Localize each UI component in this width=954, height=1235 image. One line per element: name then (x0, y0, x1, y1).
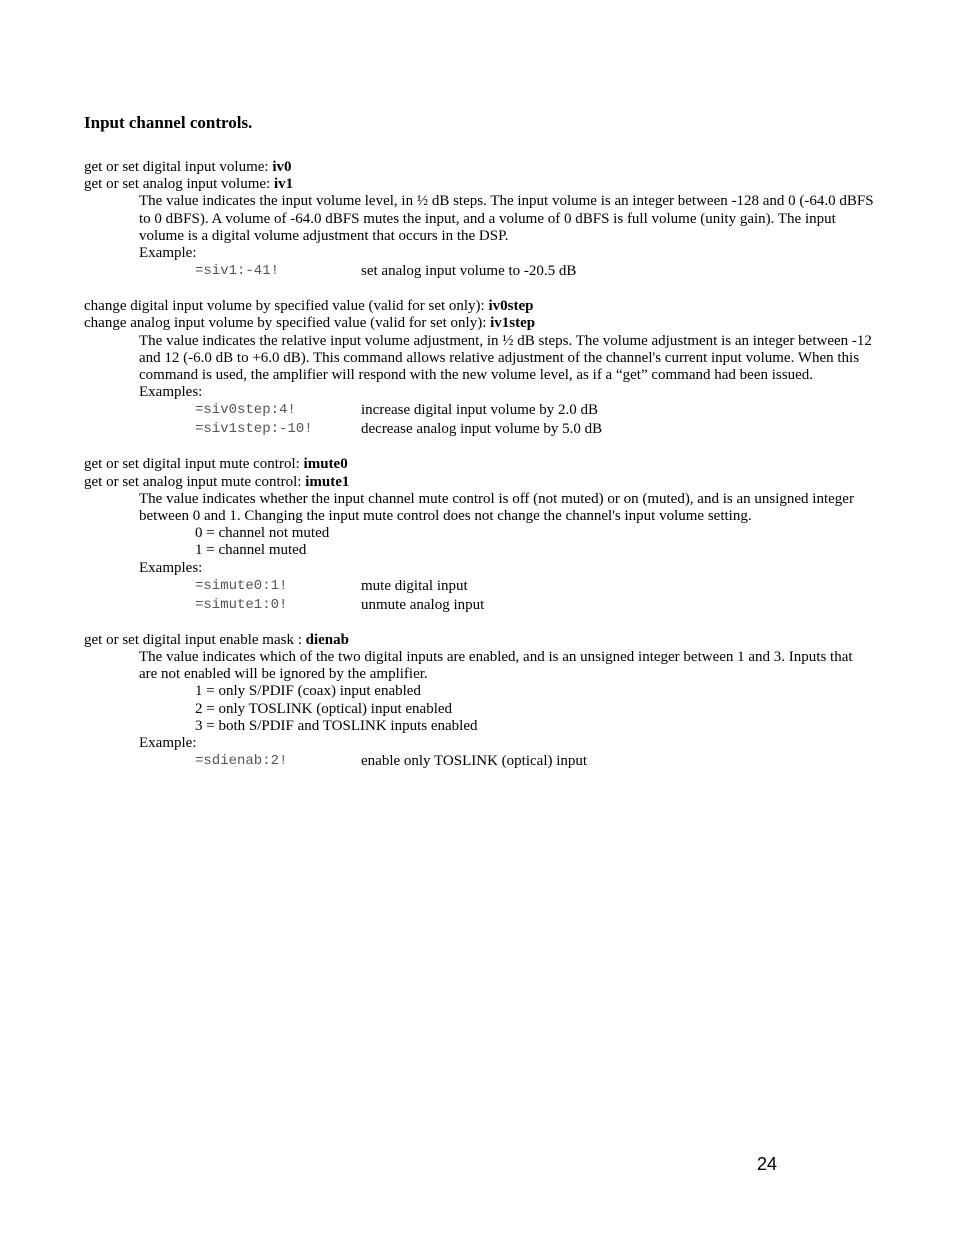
examples-label: Examples: (139, 384, 203, 401)
command-name: imute0 (303, 456, 348, 473)
command-name: iv1step (490, 315, 536, 332)
command-name: imute1 (305, 473, 350, 490)
value-option: 0 = channel not muted (195, 525, 330, 542)
examples-label: Example: (139, 735, 197, 752)
example-row (195, 420, 874, 439)
section-input-mute (84, 456, 874, 614)
command-description: The value indicates whether the input channel mute control is off (not muted) or on (muted), and is an unsigned integer between 0 and 1. Changing the input mute control does not change the channel's input volume setting. (139, 490, 854, 525)
example-row (195, 577, 874, 596)
command-text: change analog input volume by specified value (valid for set only): (84, 315, 491, 332)
command-name: iv0step (488, 298, 534, 315)
value-option: 1 = channel muted (195, 542, 307, 559)
page-title: Input channel controls. (84, 113, 253, 132)
command-line (84, 298, 874, 315)
command-text: get or set digital input volume: (84, 159, 273, 175)
command-line (84, 474, 874, 491)
page-number: 24 (757, 1154, 778, 1174)
section-input-volume (84, 159, 874, 281)
example-code: =siv1:-41! (195, 263, 280, 280)
examples-label: Examples: (139, 559, 203, 576)
command-text: get or set analog input mute control: (84, 473, 306, 490)
value-option: 2 = only TOSLINK (optical) input enabled (195, 700, 453, 717)
example-description: decrease analog input volume by 5.0 dB (361, 421, 603, 438)
command-description: The value indicates which of the two digital inputs are enabled, and is an unsigned integer between 1 and 3. Inputs that are not enabled will be ignored by the amplifier. (139, 649, 853, 683)
command-description: The value indicates the relative input volume adjustment, in ½ dB steps. The volume adjustment is an integer between -12 and 12 (-6.0 dB to +6.0 dB). This command allows relative adjustment of the channel's current input volume. When this command is used, the amplifier will respond with the new volume level, as if a “get” command had been issued. (139, 332, 872, 384)
command-text: get or set analog input volume: (84, 176, 274, 193)
command-text: change digital input volume by specified value (valid for set only): (84, 298, 489, 315)
example-row (195, 752, 874, 771)
example-row (195, 596, 874, 615)
value-option: 3 = both S/PDIF and TOSLINK inputs enabled (195, 717, 478, 734)
example-row (195, 401, 874, 420)
command-name: iv0 (272, 159, 292, 175)
example-description: set analog input volume to -20.5 dB (361, 263, 577, 280)
command-name: iv1 (273, 176, 294, 193)
command-text: get or set digital input enable mask : (84, 631, 306, 648)
section-input-volume-step (84, 298, 874, 439)
example-code: =siv1step:-10! (195, 421, 313, 438)
section-input-enable-mask (84, 632, 874, 771)
example-code: =simute1:0! (195, 596, 288, 613)
command-name: dienab (305, 631, 349, 648)
document-body (84, 159, 874, 771)
example-code: =siv0step:4! (195, 402, 296, 419)
examples-label: Example: (139, 245, 197, 262)
command-line (84, 632, 874, 649)
example-row (195, 262, 874, 281)
command-line (84, 159, 874, 176)
example-description: unmute analog input (361, 596, 485, 613)
command-line (84, 315, 874, 332)
example-description: enable only TOSLINK (optical) input (361, 753, 588, 770)
command-description: The value indicates the input volume level, in ½ dB steps. The input volume is an integer between -128 and 0 (-64.0 dBFS to 0 dBFS). A volume of -64.0 dBFS mutes the input, and a volume of 0 dBFS is full volume (unity gain). The input volume is a digital volume adjustment that occurs in the DSP. (139, 193, 874, 244)
example-code: =simute0:1! (195, 577, 288, 594)
command-line (84, 176, 874, 193)
example-description: increase digital input volume by 2.0 dB (361, 402, 599, 419)
example-code: =sdienab:2! (195, 753, 288, 770)
example-description: mute digital input (361, 577, 468, 594)
command-line (84, 456, 874, 473)
value-option: 1 = only S/PDIF (coax) input enabled (195, 683, 421, 700)
command-text: get or set digital input mute control: (84, 456, 304, 473)
